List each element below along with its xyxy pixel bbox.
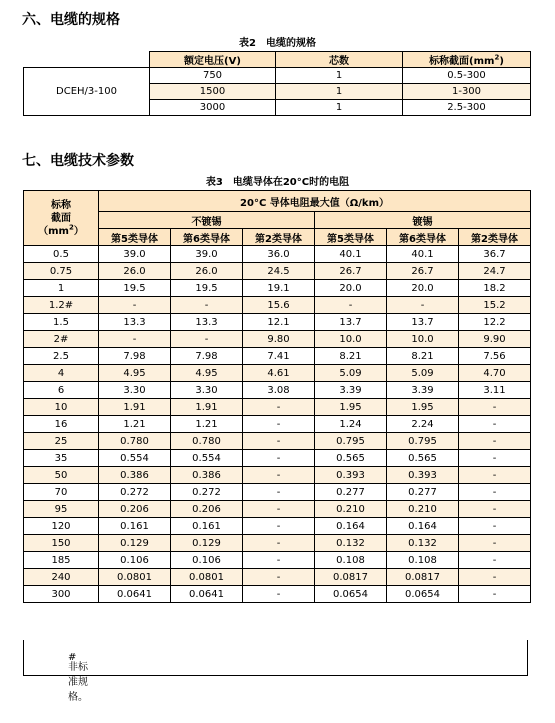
resistance-cell: - [387,297,459,314]
sub-header: 第2类导体 [459,229,531,246]
col-header-voltage: 额定电压(V) [150,52,276,68]
section-cell: 185 [24,552,99,569]
resistance-cell: 10.0 [387,331,459,348]
sub-header: 第5类导体 [315,229,387,246]
table-row [24,331,531,348]
table-row [24,586,531,603]
resistance-cell: - [459,535,531,552]
table-row [24,467,531,484]
resistance-cell: 0.0801 [99,569,171,586]
table-header-row [24,52,531,68]
section-cell: 25 [24,433,99,450]
sub-header: 第6类导体 [171,229,243,246]
section-cell: 120 [24,518,99,535]
resistance-cell: 26.0 [171,263,243,280]
resistance-cell: - [243,569,315,586]
footnote-box: # 非标准规格。 [23,640,528,676]
table-row [24,314,531,331]
resistance-cell: 0.393 [387,467,459,484]
section-cell: 0.75 [24,263,99,280]
resistance-cell: 0.164 [315,518,387,535]
resistance-cell: 10.0 [315,331,387,348]
resistance-cell: 4.61 [243,365,315,382]
resistance-cell: - [459,569,531,586]
resistance-cell: 0.161 [171,518,243,535]
resistance-cell: 3.30 [171,382,243,399]
section7-heading: 七、电缆技术参数 [22,153,134,169]
resistance-cell: - [243,501,315,518]
cell: 1 [276,68,403,84]
section-cell: 50 [24,467,99,484]
resistance-cell: 0.106 [171,552,243,569]
resistance-cell: 13.7 [387,314,459,331]
resistance-cell: 19.5 [171,280,243,297]
section6-heading: 六、电缆的规格 [22,12,120,28]
col-header-section: 标称截面$(mm^2)$ [403,52,531,68]
table-row [24,365,531,382]
resistance-cell: 7.56 [459,348,531,365]
resistance-cell: - [243,467,315,484]
resistance-cell: 1.91 [171,399,243,416]
resistance-cell: 3.08 [243,382,315,399]
resistance-cell: 26.7 [315,263,387,280]
resistance-cell: 13.3 [171,314,243,331]
resistance-cell: 19.5 [99,280,171,297]
resistance-cell: 3.39 [387,382,459,399]
cell: 0.5-300 [403,68,531,84]
section-cell: 35 [24,450,99,467]
sub-group-untinned: 不镀锡 [99,212,315,229]
section-cell: 70 [24,484,99,501]
resistance-cell: 0.554 [99,450,171,467]
resistance-cell: 1.24 [315,416,387,433]
resistance-cell: 3.11 [459,382,531,399]
resistance-cell: 18.2 [459,280,531,297]
resistance-cell: 0.129 [171,535,243,552]
cell: 1-300 [403,84,531,100]
cell: 2.5-300 [403,100,531,116]
resistance-cell: 0.393 [315,467,387,484]
table2-caption: 表2 电缆的规格 [239,38,316,49]
section-cell: 0.5 [24,246,99,263]
resistance-cell: 1.91 [99,399,171,416]
cell: 3000 [150,100,276,116]
resistance-cell: - [315,297,387,314]
section-cell: 240 [24,569,99,586]
section-cell: 4 [24,365,99,382]
section-cell: 2.5 [24,348,99,365]
resistance-table-body [24,246,531,603]
resistance-cell: 26.7 [387,263,459,280]
resistance-cell: 0.272 [99,484,171,501]
resistance-cell: 39.0 [171,246,243,263]
resistance-cell: 1.21 [171,416,243,433]
resistance-cell: 19.1 [243,280,315,297]
resistance-cell: - [459,484,531,501]
resistance-cell: 5.09 [315,365,387,382]
resistance-cell: - [243,484,315,501]
resistance-cell: - [99,331,171,348]
resistance-cell: 0.554 [171,450,243,467]
resistance-cell: - [243,518,315,535]
table-row [24,569,531,586]
table-row [24,382,531,399]
resistance-cell: 0.206 [99,501,171,518]
resistance-cell: 0.108 [387,552,459,569]
cell: 750 [150,68,276,84]
table-row [24,484,531,501]
resistance-cell: - [171,297,243,314]
resistance-cell: 0.0817 [387,569,459,586]
section-cell: 1.2# [24,297,99,314]
table-row [24,416,531,433]
sub-header: 第5类导体 [99,229,171,246]
table-row [24,297,531,314]
resistance-cell: 3.39 [315,382,387,399]
table-row [24,348,531,365]
resistance-cell: - [243,416,315,433]
resistance-cell: 1.95 [315,399,387,416]
resistance-cell: 0.0654 [315,586,387,603]
resistance-cell: - [459,586,531,603]
resistance-table [23,190,531,603]
table-row [24,501,531,518]
resistance-cell: 0.164 [387,518,459,535]
table-row [24,68,531,84]
resistance-cell: 0.780 [171,433,243,450]
resistance-cell: 0.210 [387,501,459,518]
section-cell: 150 [24,535,99,552]
resistance-cell: 15.2 [459,297,531,314]
resistance-cell: 8.21 [315,348,387,365]
resistance-cell: 0.0654 [387,586,459,603]
section-cell: 10 [24,399,99,416]
col-header-cores: 芯数 [276,52,403,68]
resistance-cell: - [459,450,531,467]
resistance-cell: 20.0 [387,280,459,297]
section-cell: 1.5 [24,314,99,331]
resistance-cell: - [243,450,315,467]
table-row [24,433,531,450]
resistance-cell: 0.277 [387,484,459,501]
resistance-cell: 0.210 [315,501,387,518]
resistance-cell: 0.0817 [315,569,387,586]
resistance-cell: 0.386 [171,467,243,484]
resistance-cell: 0.132 [315,535,387,552]
blank-corner [24,52,150,68]
table-row [24,280,531,297]
resistance-cell: 20.0 [315,280,387,297]
cable-spec-table [23,51,531,116]
table-row [24,399,531,416]
resistance-cell: 5.09 [387,365,459,382]
resistance-cell: - [459,552,531,569]
resistance-cell: - [243,433,315,450]
table-row [24,263,531,280]
resistance-cell: 12.2 [459,314,531,331]
resistance-cell: 0.0641 [99,586,171,603]
resistance-cell: 0.106 [99,552,171,569]
resistance-cell: 40.1 [387,246,459,263]
resistance-cell: 36.0 [243,246,315,263]
section-cell: 2# [24,331,99,348]
resistance-cell: 7.98 [99,348,171,365]
section-cell: 300 [24,586,99,603]
cell: 1 [276,84,403,100]
resistance-cell: 2.24 [387,416,459,433]
resistance-cell: 0.129 [99,535,171,552]
resistance-cell: 0.272 [171,484,243,501]
resistance-cell: 13.7 [315,314,387,331]
resistance-cell: 24.7 [459,263,531,280]
resistance-cell: 1.21 [99,416,171,433]
resistance-cell: 0.565 [315,450,387,467]
resistance-cell: 0.108 [315,552,387,569]
resistance-cell: 24.5 [243,263,315,280]
sub-header: 第2类导体 [243,229,315,246]
resistance-cell: 0.795 [315,433,387,450]
resistance-cell: 0.780 [99,433,171,450]
sub-header: 第6类导体 [387,229,459,246]
resistance-cell: 0.206 [171,501,243,518]
resistance-cell: - [171,331,243,348]
resistance-cell: 9.90 [459,331,531,348]
resistance-cell: 0.0801 [171,569,243,586]
resistance-cell: 36.7 [459,246,531,263]
table-row [24,246,531,263]
resistance-cell: - [459,433,531,450]
resistance-cell: 9.80 [243,331,315,348]
resistance-cell: 0.161 [99,518,171,535]
section-cell: 16 [24,416,99,433]
resistance-cell: - [99,297,171,314]
resistance-cell: 8.21 [387,348,459,365]
resistance-cell: 15.6 [243,297,315,314]
resistance-cell: 7.98 [171,348,243,365]
resistance-cell: 0.132 [387,535,459,552]
resistance-cell: 0.386 [99,467,171,484]
resistance-cell: - [459,416,531,433]
resistance-cell: 40.1 [315,246,387,263]
resistance-cell: 26.0 [99,263,171,280]
cell: 1500 [150,84,276,100]
resistance-cell: 12.1 [243,314,315,331]
resistance-cell: 1.95 [387,399,459,416]
group-header-resistance: 20°C 导体电阻最大值（Ω/km） [99,191,531,212]
col-header-section: 标称 截面 $(mm^2)$ [24,191,99,246]
resistance-cell: - [243,399,315,416]
table-row [24,552,531,569]
table-row [24,450,531,467]
resistance-cell: 7.41 [243,348,315,365]
table-row [24,518,531,535]
resistance-cell: - [243,552,315,569]
sub-group-tinned: 镀锡 [315,212,531,229]
resistance-cell: 0.565 [387,450,459,467]
resistance-cell: 3.30 [99,382,171,399]
section-cell: 6 [24,382,99,399]
resistance-cell: 0.277 [315,484,387,501]
model-cell: DCEH/3-100 [24,68,150,116]
resistance-cell: - [459,501,531,518]
resistance-cell: - [459,518,531,535]
resistance-cell: - [243,535,315,552]
resistance-cell: - [243,586,315,603]
resistance-cell: - [459,467,531,484]
resistance-cell: 0.0641 [171,586,243,603]
table-row [24,535,531,552]
resistance-cell: 39.0 [99,246,171,263]
resistance-cell: 13.3 [99,314,171,331]
section-cell: 1 [24,280,99,297]
cell: 1 [276,100,403,116]
resistance-cell: - [459,399,531,416]
table3-caption: 表3 电缆导体在20°C时的电阻 [205,177,350,188]
resistance-cell: 0.795 [387,433,459,450]
resistance-cell: 4.70 [459,365,531,382]
section-cell: 95 [24,501,99,518]
resistance-cell: 4.95 [99,365,171,382]
resistance-cell: 4.95 [171,365,243,382]
